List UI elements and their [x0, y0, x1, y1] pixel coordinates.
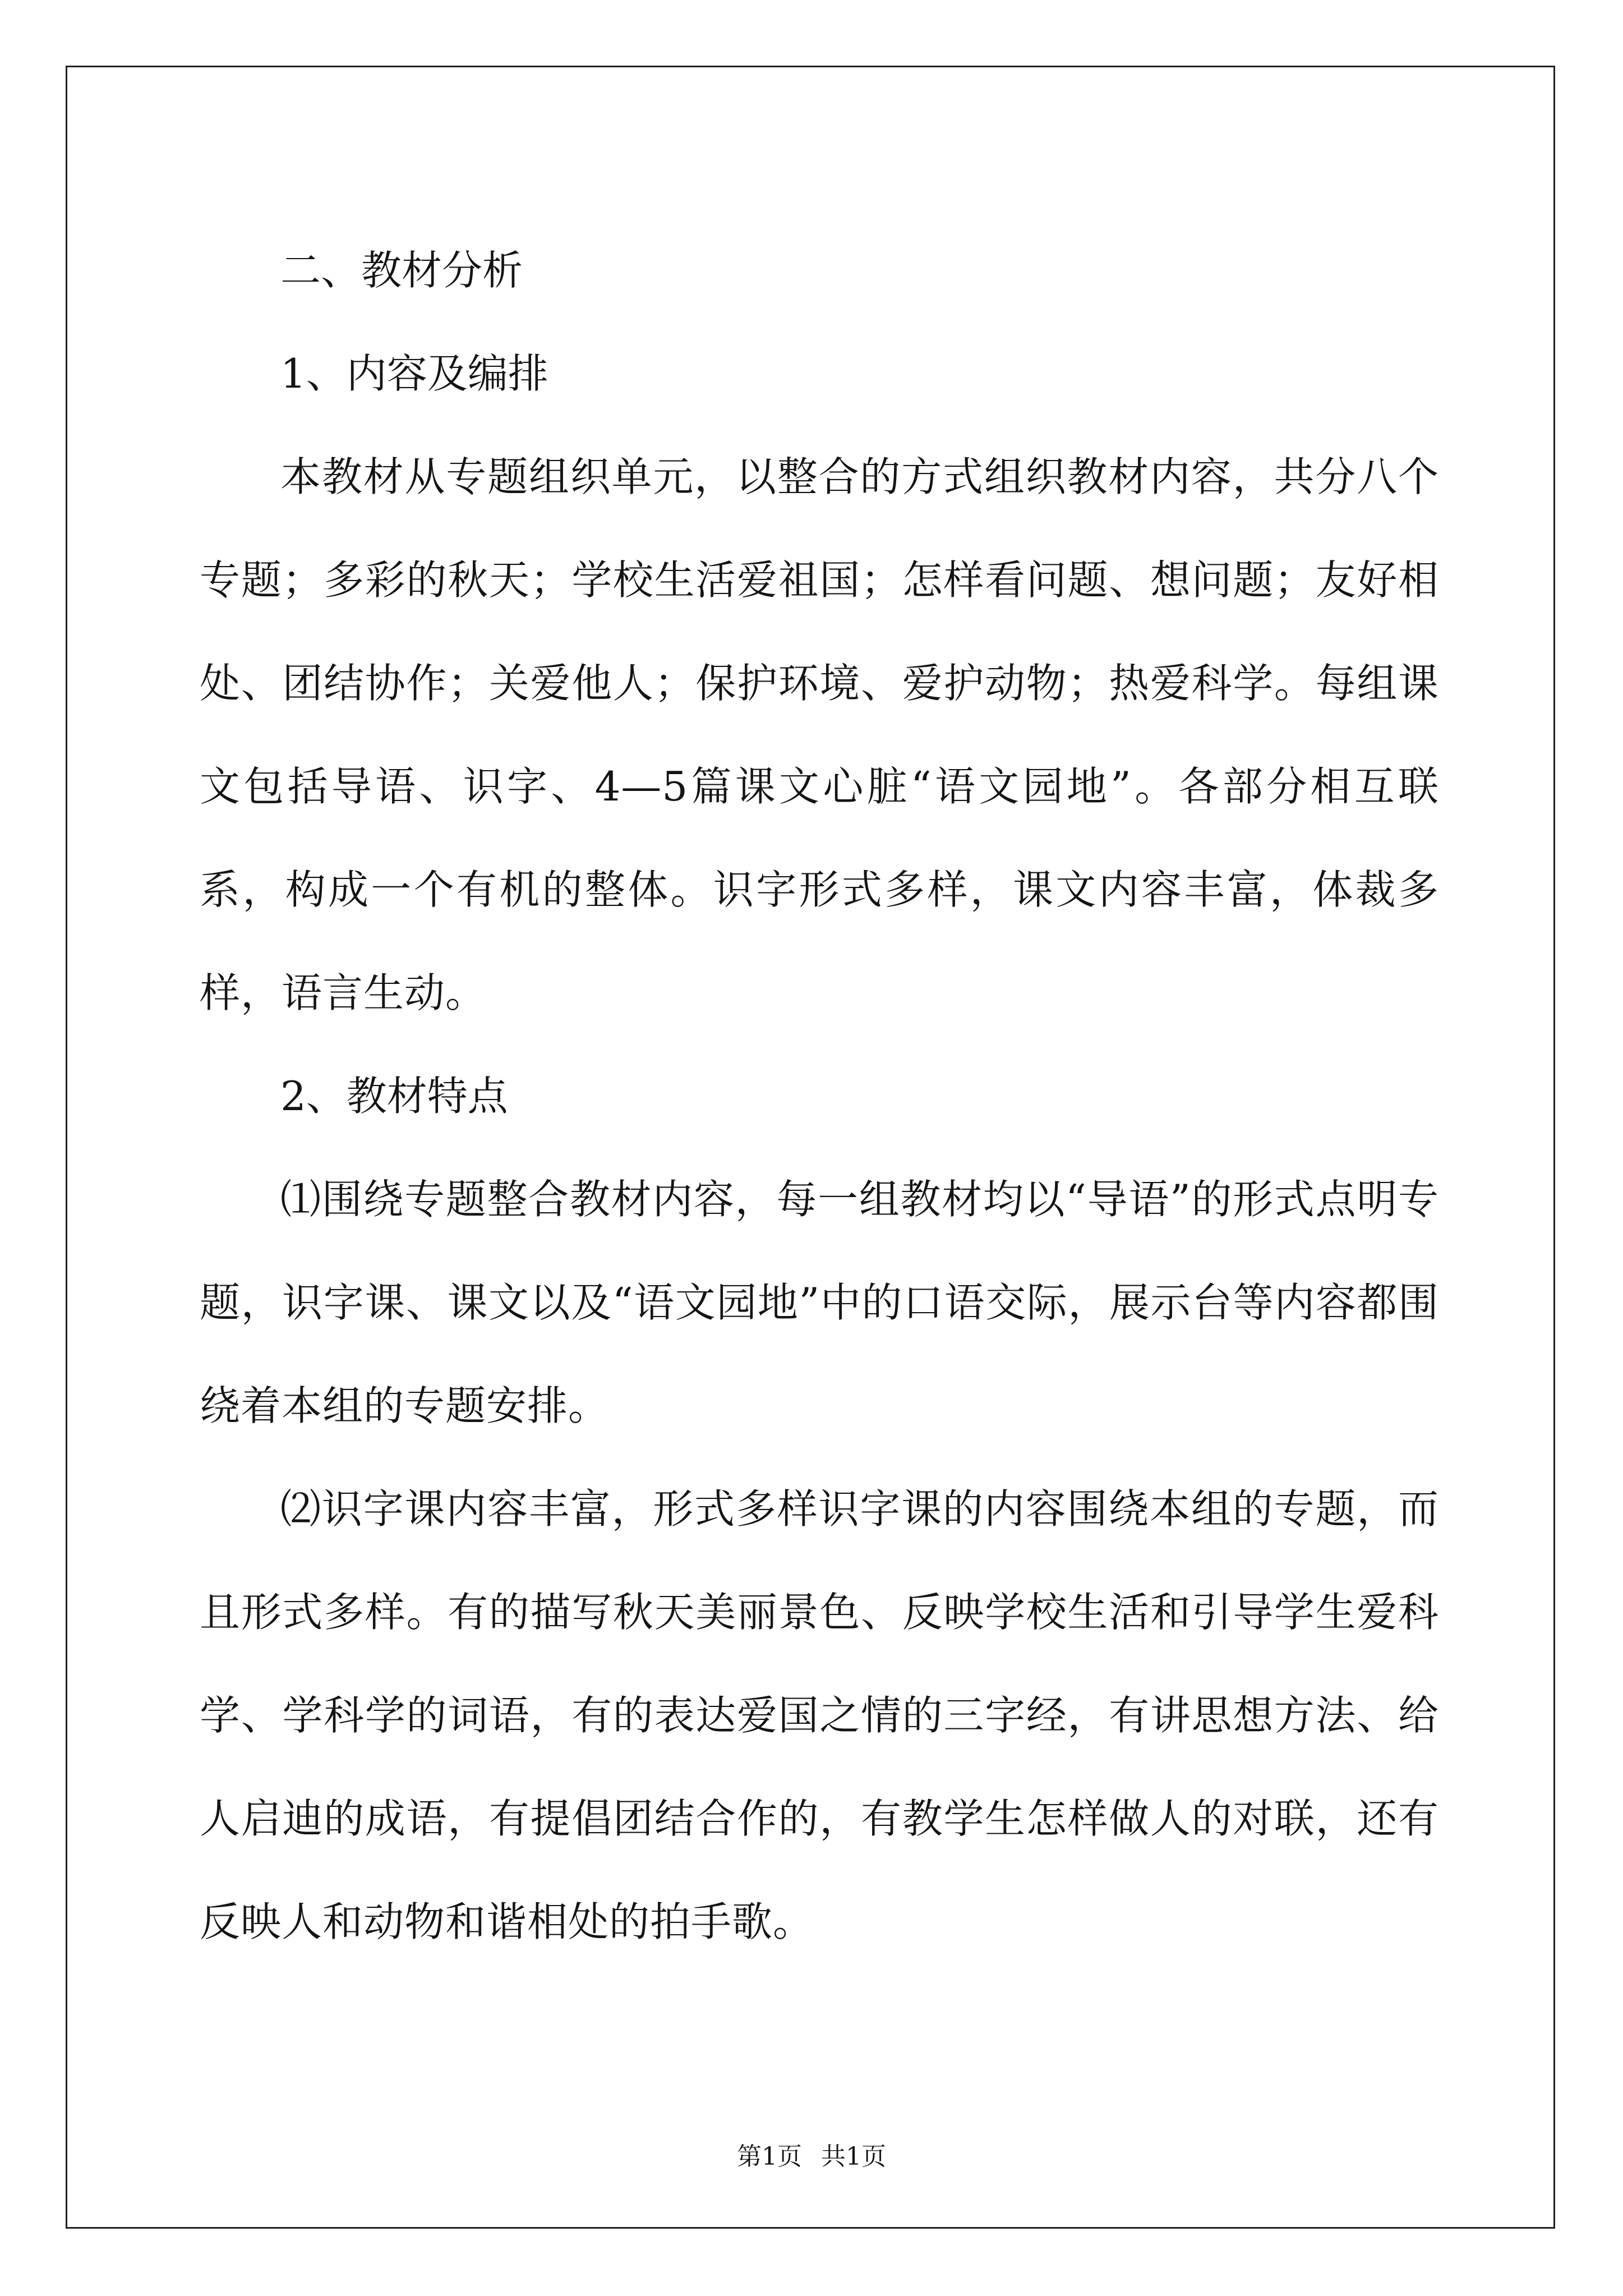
page-number-footer: 第1页 共1页	[737, 2142, 886, 2171]
section-title: 二、教材分析	[280, 247, 523, 294]
paragraph-feature-2: ⑵识字课内容丰富，形式多样识字课的内容围绕本组的专题，而且形式多样。有的描写秋天美丽景色、反映学校生活和引导学生爱科学、学科学的词语，有的表达爱国之情的三字经，有讲思想方法、给人启迪的成语，有提倡团结合作的，有教学生怎样做人的对联，还有反映人和动物和谐相处的拍手歌。	[200, 1485, 1439, 1945]
paragraph-feature-1: ⑴围绕专题整合教材内容，每一组教材均以“导语”的形式点明专题，识字课、课文以及“语文园地”中的口语交际，展示台等内容都围绕着本组的专题安排。	[200, 1176, 1439, 1429]
document-body	[200, 219, 1439, 1973]
paragraph-content-arrangement: 本教材从专题组织单元，以整合的方式组织教材内容，共分八个专题；多彩的秋天；学校生活爱祖国；怎样看问题、想问题；友好相处、团结协作；关爱他人；保护环境、爱护动物；热爱科学。每组课文包括导语、识字、4—5篇课文心脏“语文园地”。各部分相互联系，构成一个有机的整体。识字形式多样，课文内容丰富，体裁多样，语言生动。	[200, 453, 1439, 1016]
subsection-title-content-arrangement: 1、内容及编排	[280, 350, 548, 397]
subsection-title-textbook-features: 2、教材特点	[280, 1073, 508, 1120]
